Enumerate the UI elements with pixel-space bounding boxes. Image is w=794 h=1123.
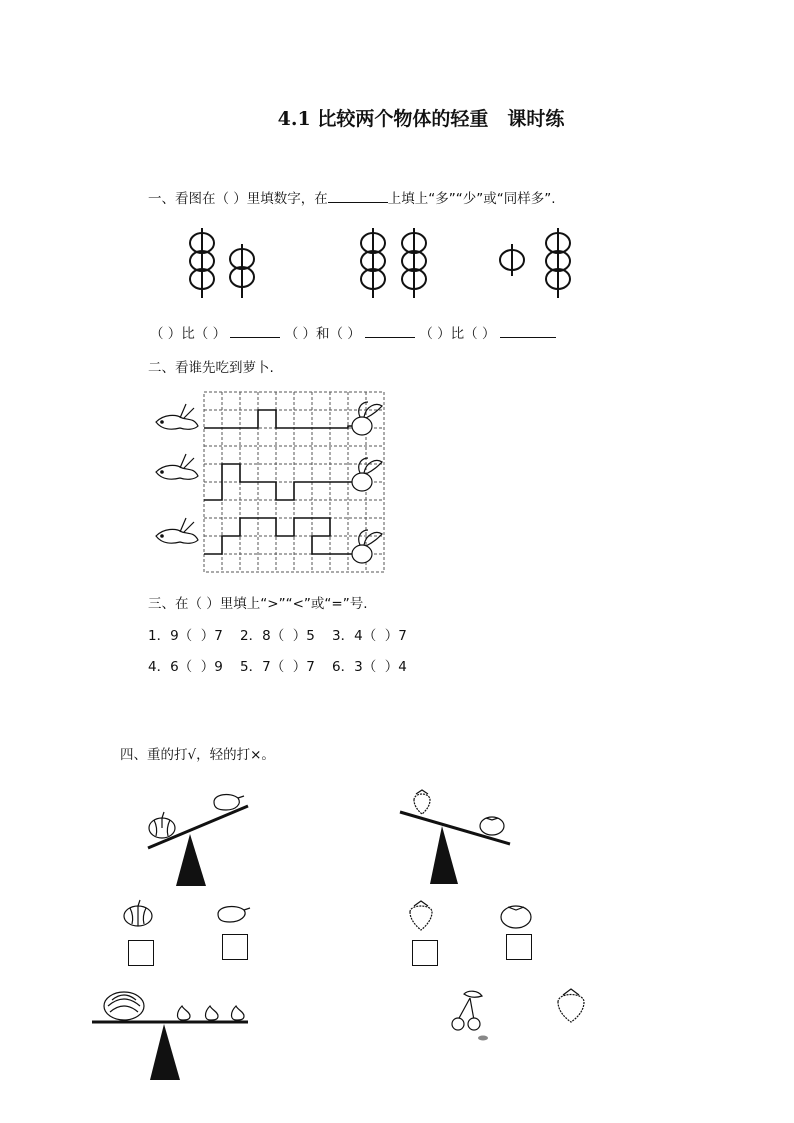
q3-row-1: 1．9（ ）7 2．8（ ）5 3．4（ ）7 xyxy=(148,628,407,644)
watermelon-icon xyxy=(104,992,144,1020)
peach-icon xyxy=(178,1006,191,1020)
q4-strawberry-icon xyxy=(554,986,588,1026)
peach-icon xyxy=(232,1006,245,1020)
q1-instruction-b: 上填上“多”“少”或“同样多”. xyxy=(387,191,556,207)
q4-answer-tomato-icon xyxy=(496,900,536,930)
radish-icon xyxy=(352,530,382,563)
page-title: 4.1 比较两个物体的轻重 课时练 xyxy=(277,108,565,130)
strawberry-icon xyxy=(414,790,430,814)
pumpkin-icon xyxy=(149,812,175,838)
q4-balance-pumpkin-pepper xyxy=(140,788,260,888)
pepper-icon xyxy=(214,795,244,810)
q4-instruction: 四、重的打√，轻的打×。 xyxy=(120,747,275,763)
q4-answer-pumpkin-icon xyxy=(118,898,158,928)
q1-frag-3: （ ）比（ ） xyxy=(419,326,496,342)
answer-box-tomato[interactable] xyxy=(506,934,532,960)
q2-instruction: 二、看谁先吃到萝卜. xyxy=(148,360,274,376)
q1-answer-line xyxy=(150,322,556,342)
q1-instruction-a: 一、看图在（ ）里填数字，在 xyxy=(148,191,328,207)
q1-blank-1[interactable] xyxy=(230,325,280,338)
q1-blank-2[interactable] xyxy=(365,325,415,338)
rabbit-icon xyxy=(156,404,198,429)
rabbit-icon xyxy=(156,518,198,543)
q1-blank-3[interactable] xyxy=(500,325,556,338)
q1-instruction xyxy=(148,187,556,207)
q4-balance-strawberry-tomato xyxy=(398,788,518,888)
answer-box-pepper[interactable] xyxy=(222,934,248,960)
q1-instruction-blank[interactable] xyxy=(328,190,388,203)
q1-abacus-group-1 xyxy=(0,224,794,304)
q4-answer-strawberry-icon xyxy=(406,898,436,932)
q4-balance-watermelon-peaches xyxy=(90,984,260,1084)
radish-icon xyxy=(352,402,382,435)
q4-small-mark xyxy=(476,1034,490,1042)
rabbit-icon xyxy=(156,454,198,479)
peach-icon xyxy=(206,1006,219,1020)
answer-box-strawberry[interactable] xyxy=(412,940,438,966)
radish-icon xyxy=(352,458,382,491)
q4-answer-pepper-icon xyxy=(214,900,254,930)
q2-maze-figure xyxy=(150,386,410,576)
q3-row-2: 4．6（ ）9 5．7（ ）7 6．3（ ）4 xyxy=(148,659,407,675)
answer-box-pumpkin[interactable] xyxy=(128,940,154,966)
q4-cherries-icon xyxy=(444,986,494,1036)
q1-frag-1: （ ）比（ ） xyxy=(150,326,227,342)
tomato-icon xyxy=(480,817,504,835)
q1-frag-2: （ ）和（ ） xyxy=(284,326,361,342)
q3-instruction: 三、在（ ）里填上“>”“<”或“=”号. xyxy=(148,596,368,612)
